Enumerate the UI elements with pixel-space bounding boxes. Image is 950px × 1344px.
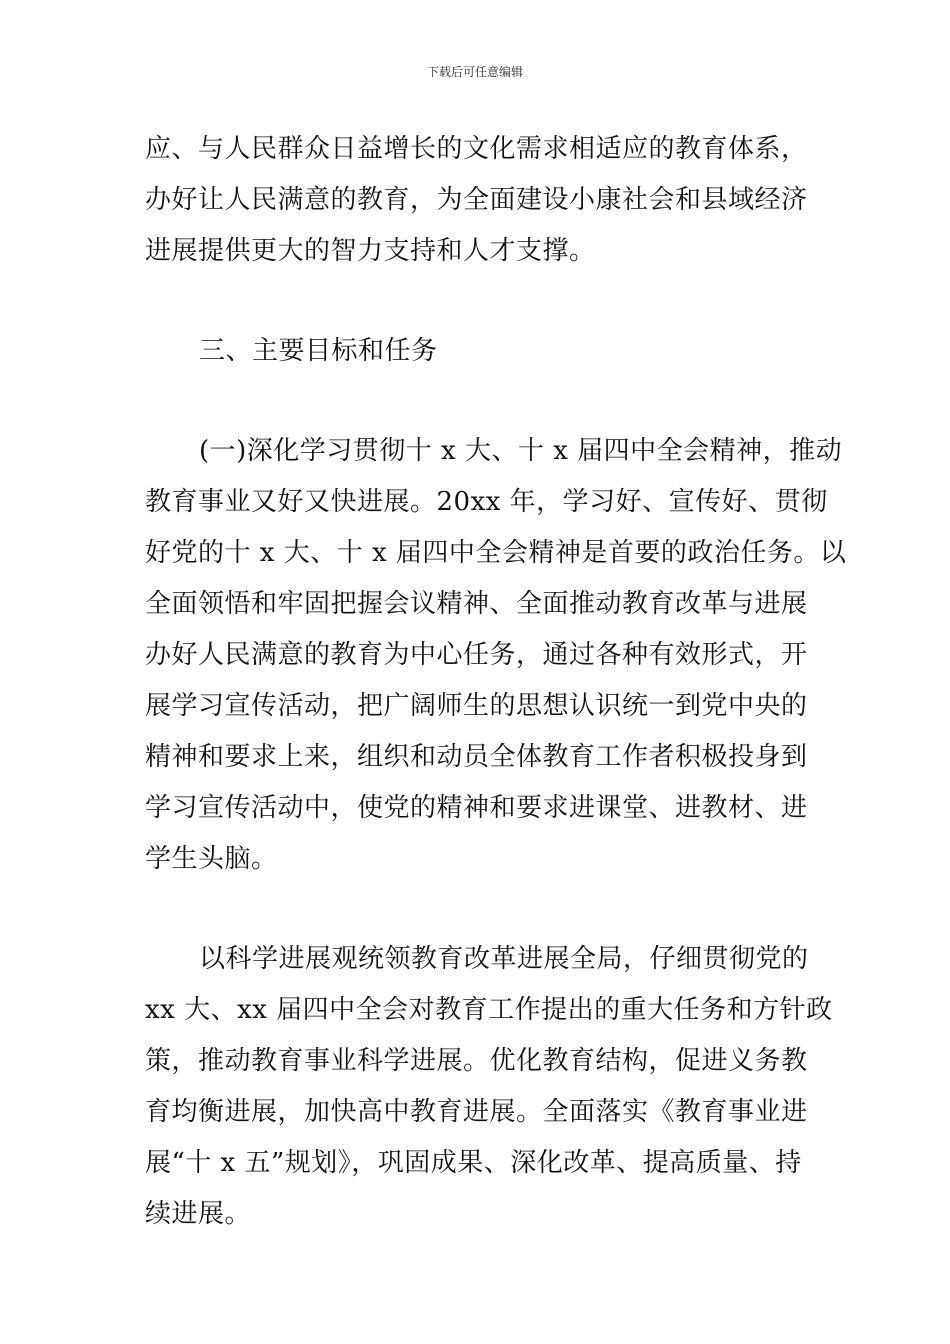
text-line: 策，推动教育事业科学进展。优化教育结构，促进义务教 <box>145 1046 808 1076</box>
text-line: 展“十 x 五”规划》，巩固成果、深化改革、提高质量、持 <box>145 1148 802 1178</box>
text-line: xx 大、xx 届四中全会对教育工作提出的重大任务和方针政 <box>145 995 833 1025</box>
text-line: 办好人民满意的教育为中心任务，通过各种有效形式，开 <box>145 640 808 670</box>
page-header: 下载后可任意编辑 <box>426 65 523 79</box>
text-line: 教育事业又好又快进展。20xx 年，学习好、宣传好、贯彻 <box>145 487 828 517</box>
section-heading <box>145 326 807 377</box>
text-line: 全面领悟和牢固把握会议精神、全面推动教育改革与进展 <box>145 589 808 619</box>
text-line: 应、与人民群众日益增长的文化需求相适应的教育体系， <box>145 134 808 164</box>
paragraph-gap <box>145 885 807 934</box>
text-line: 学习宣传活动中，使党的精神和要求进课堂、进教材、进 <box>145 793 808 823</box>
paragraph-gap <box>145 277 807 326</box>
text-line: 办好让人民满意的教育，为全面建设小康社会和县域经济 <box>145 185 808 215</box>
text-line: 育均衡进展，加快高中教育进展。全面落实《教育事业进 <box>145 1097 808 1127</box>
paragraph-gap <box>145 377 807 426</box>
paragraph-scientific-development <box>145 934 833 1240</box>
text-line: 精神和要求上来，组织和动员全体教育工作者积极投身到 <box>145 742 808 772</box>
paragraph-education-system <box>145 124 807 277</box>
text-line: 学生头脑。 <box>145 844 278 874</box>
text-line: 展学习宣传活动，把广阔师生的思想认识统一到党中央的 <box>145 691 808 721</box>
text-line: 续进展。 <box>145 1199 252 1229</box>
text-line: 好党的十 x 大、十 x 届四中全会精神是首要的政治任务。以 <box>145 538 847 568</box>
text-line: 以科学进展观统领教育改革进展全局，仔细贯彻党的 <box>199 944 809 974</box>
text-line: (一)深化学习贯彻十 x 大、十 x 届四中全会精神，推动 <box>199 436 843 466</box>
paragraph-study-spirit <box>145 426 847 885</box>
section-heading-text: 三、主要目标和任务 <box>199 336 438 366</box>
text-line: 进展提供更大的智力支持和人才支撑。 <box>145 236 596 266</box>
document-body <box>145 124 847 1240</box>
